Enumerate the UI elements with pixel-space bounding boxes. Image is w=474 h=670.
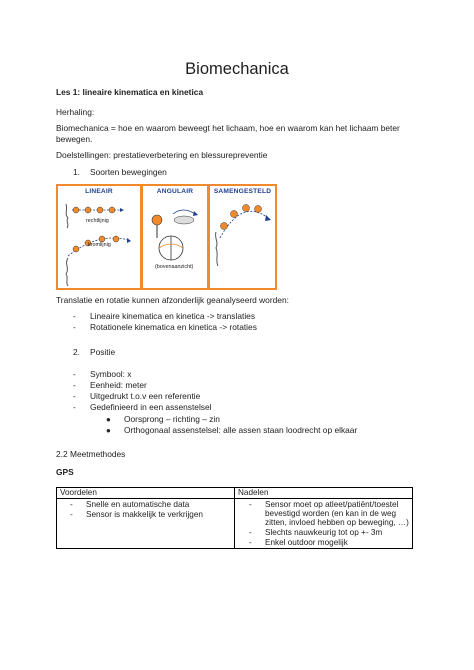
dash-marker: - — [249, 528, 252, 537]
voordeel-item-2: Sensor is makkelijk te verkrijgen — [86, 510, 203, 519]
assenstelsel-item-1: Oorsprong – richting – zin — [124, 414, 220, 424]
figure-lineair-heading: LINEAIR — [85, 188, 113, 195]
section-1-number: 1. — [73, 167, 80, 177]
doelstellingen-text: Doelstellingen: prestatieverbetering en blessurepreventie — [56, 150, 268, 160]
translatie-item-1: Lineaire kinematica en kinetica -> translaties — [90, 311, 256, 321]
dash-marker: - — [73, 311, 76, 321]
section-2-number: 2. — [73, 347, 80, 357]
label-kromlijnig: kromlijnig — [88, 242, 111, 248]
nadeel-item-1-line-2: bevestigd worden (en kan in de weg — [265, 509, 397, 518]
translatie-item-2: Rotationele kinematica en kinetica -> rotaties — [90, 322, 257, 332]
dash-marker: - — [73, 369, 76, 379]
dash-marker: - — [73, 322, 76, 332]
label-bovenaanzicht: (bovenaanzicht) — [155, 264, 194, 270]
figure-angulair-drawing — [143, 198, 207, 288]
table-header-nadelen: Nadelen — [238, 488, 269, 497]
dash-marker: - — [70, 500, 73, 509]
gps-heading: GPS — [56, 467, 74, 477]
section-2-2-title: 2.2 Meetmethodes — [56, 449, 126, 459]
table-header-voordelen: Voordelen — [60, 488, 97, 497]
figure-samengesteld — [208, 184, 277, 290]
nadeel-item-1-line-1: Sensor moet op atleet/patiënt/toestel — [265, 500, 399, 509]
label-rechtlijnig: rechtlijnig — [86, 218, 109, 224]
positie-item-3: Uitgedrukt t.o.v een referentie — [90, 391, 201, 401]
bullet-marker: ● — [106, 426, 111, 435]
voordeel-item-1: Snelle en automatische data — [86, 500, 190, 509]
positie-item-2: Eenheid: meter — [90, 380, 147, 390]
nadeel-item-1-line-3: zitten, invloed hebben op beweging, …) — [265, 518, 409, 527]
figure-lineair — [56, 184, 142, 290]
herhaling-label: Herhaling: — [56, 107, 95, 117]
positie-item-4: Gedefinieerd in een assenstelsel — [90, 402, 212, 412]
lesson-heading: Les 1: lineaire kinematica en kinetica — [56, 87, 204, 97]
dash-marker: - — [249, 500, 252, 509]
dash-marker: - — [73, 391, 76, 401]
dash-marker: - — [249, 538, 252, 547]
figure-angulair — [141, 184, 209, 290]
translatie-text: Translatie en rotatie kunnen afzonderlijk geanalyseerd worden: — [56, 295, 289, 305]
assenstelsel-item-2: Orthogonaal assenstelsel: alle assen staan loodrecht op elkaar — [124, 425, 358, 435]
section-1-title: Soorten bewegingen — [90, 167, 167, 177]
dash-marker: - — [73, 402, 76, 412]
page-title: Biomechanica — [185, 60, 289, 78]
dash-marker: - — [73, 380, 76, 390]
bullet-marker: ● — [106, 415, 111, 424]
nadeel-item-3: Enkel outdoor mogelijk — [265, 538, 348, 547]
positie-item-1: Symbool: x — [90, 369, 132, 379]
figure-samengesteld-drawing — [210, 198, 275, 288]
nadeel-item-2: Slechts nauwkeurig tot op +- 3m — [265, 528, 383, 537]
figure-samengesteld-heading: SAMENGESTELD — [213, 188, 272, 195]
gps-table — [56, 487, 413, 549]
definition-line-1: Biomechanica = hoe en waarom beweegt het lichaam, hoe en waarom kan het lichaam beter — [56, 123, 400, 133]
section-2-title: Positie — [90, 347, 116, 357]
figure-angulair-heading: ANGULAIR — [156, 188, 194, 195]
dash-marker: - — [70, 510, 73, 519]
table-column-divider — [234, 488, 235, 548]
definition-line-2: bewegen. — [56, 134, 93, 144]
